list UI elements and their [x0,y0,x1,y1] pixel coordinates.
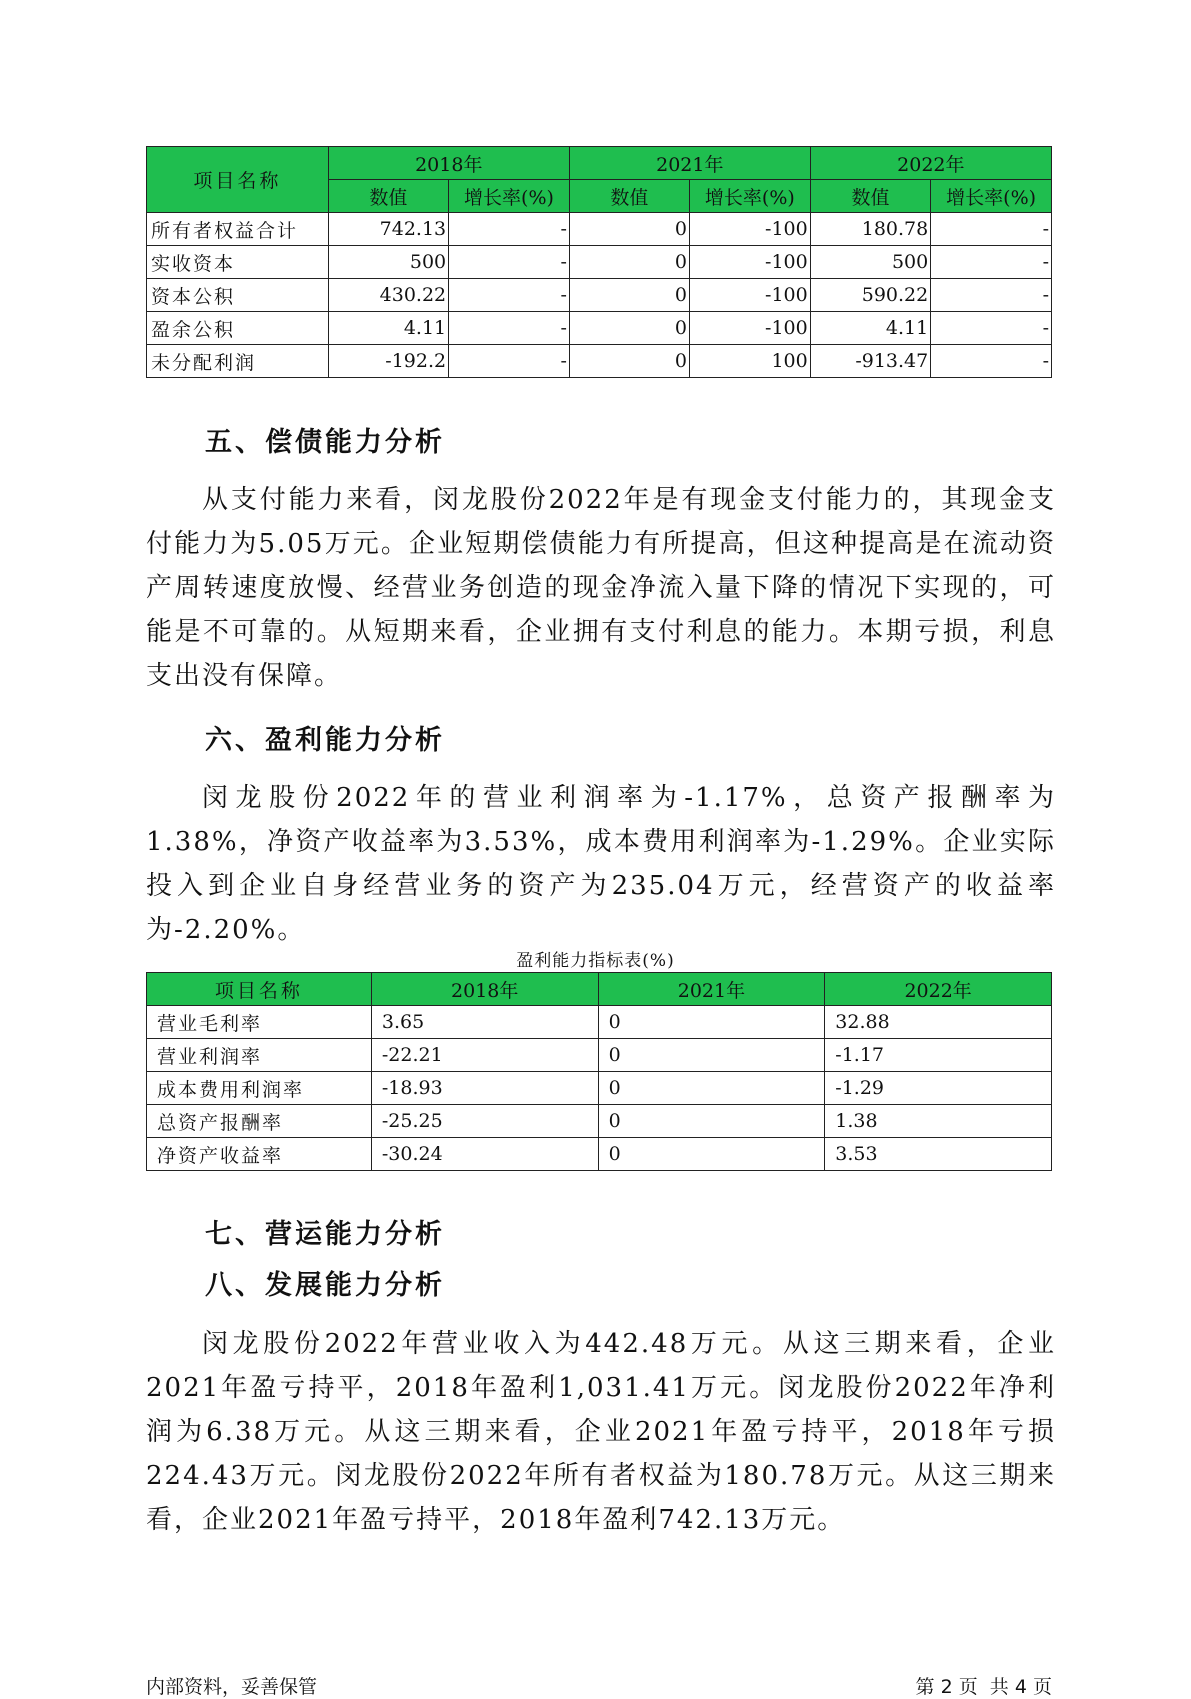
row-name: 净资产收益率 [147,1138,372,1171]
table-row [147,1138,1052,1171]
table-caption: 盈利能力指标表(%) [516,951,675,971]
page-prefix: 第 [915,1676,935,1698]
header-value: 数值 [569,180,689,213]
cell-growth: - [449,279,570,312]
paragraph-growth: 闵龙股份2022年营业收入为442.48万元。从这三期来看，企业2021年盈亏持平，2018年盈利1,031.41万元。闵龙股份2022年净利润为6.38万元。从这三期来看，企业2021年盈亏持平，2018年亏损224.43万元。闵龙股份2022年所有者权益为180.78万元。从这三期来看，企业2021年盈亏持平，2018年盈利742.13万元。 [146,1329,1056,1535]
cell-value: -1.29 [825,1072,1052,1105]
row-name: 所有者权益合计 [147,213,329,246]
cell-value: 0 [598,1138,825,1171]
cell-value: 0 [598,1039,825,1072]
cell-growth: -100 [689,213,810,246]
cell-value: -18.93 [371,1072,598,1105]
footer-page-number [916,1672,1053,1699]
profit-table [146,972,1052,1171]
cell-value: 500 [810,246,931,279]
cell-growth: - [931,213,1052,246]
cell-growth: - [931,312,1052,345]
paragraph-profitability: 闵龙股份2022年的营业利润率为-1.17%，总资产报酬率为1.38%，净资产收益率为3.53%，成本费用利润率为-1.29%。企业实际投入到企业自身经营业务的资产为235.04万元，经营资产的收益率为-2.20%。 [146,783,1056,945]
page-total: 4 [1014,1676,1027,1698]
cell-growth: - [449,345,570,378]
row-name: 盈余公积 [147,312,329,345]
header-value: 数值 [810,180,931,213]
cell-value: 4.11 [328,312,448,345]
page-current: 2 [940,1676,953,1698]
cell-value: -22.21 [371,1039,598,1072]
header-year-2021: 2021年 [598,973,825,1006]
cell-growth: - [931,246,1052,279]
cell-value: 0 [598,1006,825,1039]
cell-value: -192.2 [328,345,448,378]
table-row [147,1105,1052,1138]
cell-value: 500 [328,246,448,279]
cell-growth: - [449,213,570,246]
cell-value: 32.88 [825,1006,1052,1039]
cell-value: -25.25 [371,1105,598,1138]
cell-growth: 100 [689,345,810,378]
footer-confidential: 内部资料，妥善保管 [146,1676,318,1698]
equity-table [146,146,1052,378]
row-name: 资本公积 [147,279,329,312]
section-heading-profitability: 六、盈利能力分析 [205,725,445,756]
row-name: 营业毛利率 [147,1006,372,1039]
table-row [147,279,1052,312]
table-row [147,1072,1052,1105]
cell-growth: - [931,345,1052,378]
cell-growth: - [449,246,570,279]
section-heading-solvency: 五、偿债能力分析 [205,427,445,458]
header-item-name: 项目名称 [147,147,329,213]
cell-value: 0 [598,1105,825,1138]
table-row [147,246,1052,279]
cell-value: 0 [598,1072,825,1105]
cell-value: 0 [569,246,689,279]
cell-value: 3.65 [371,1006,598,1039]
cell-value: -913.47 [810,345,931,378]
row-name: 总资产报酬率 [147,1105,372,1138]
row-name: 实收资本 [147,246,329,279]
cell-value: 4.11 [810,312,931,345]
table-row [147,1006,1052,1039]
cell-value: 0 [569,345,689,378]
cell-value: -1.17 [825,1039,1052,1072]
row-name: 营业利润率 [147,1039,372,1072]
cell-value: 1.38 [825,1105,1052,1138]
cell-value: 590.22 [810,279,931,312]
section-heading-operating: 七、营运能力分析 [205,1219,445,1250]
table-row [147,345,1052,378]
cell-value: 0 [569,312,689,345]
cell-value: 430.22 [328,279,448,312]
section-heading-growth: 八、发展能力分析 [205,1270,445,1301]
cell-growth: - [449,312,570,345]
header-value: 数值 [328,180,448,213]
table-row [147,213,1052,246]
row-name: 成本费用利润率 [147,1072,372,1105]
header-year-2022: 2022年 [825,973,1052,1006]
header-year-2021: 2021年 [569,147,810,180]
header-growth: 增长率(%) [449,180,570,213]
header-item-name: 项目名称 [147,973,372,1006]
cell-growth: - [931,279,1052,312]
page-mid: 页 共 [958,1676,1009,1698]
cell-value: 0 [569,213,689,246]
table-row [147,1039,1052,1072]
cell-growth: -100 [689,312,810,345]
cell-growth: -100 [689,279,810,312]
page-suffix: 页 [1032,1676,1052,1698]
header-growth: 增长率(%) [931,180,1052,213]
cell-value: 180.78 [810,213,931,246]
header-year-2018: 2018年 [328,147,569,180]
table-row [147,312,1052,345]
cell-value: -30.24 [371,1138,598,1171]
header-growth: 增长率(%) [689,180,810,213]
cell-value: 742.13 [328,213,448,246]
cell-value: 0 [569,279,689,312]
header-year-2018: 2018年 [371,973,598,1006]
paragraph-solvency: 从支付能力来看，闵龙股份2022年是有现金支付能力的，其现金支付能力为5.05万元。企业短期偿债能力有所提高，但这种提高是在流动资产周转速度放慢、经营业务创造的现金净流入量下降的情况下实现的，可能是不可靠的。从短期来看，企业拥有支付利息的能力。本期亏损，利息支出没有保障。 [146,485,1056,691]
row-name: 未分配利润 [147,345,329,378]
header-year-2022: 2022年 [810,147,1051,180]
cell-value: 3.53 [825,1138,1052,1171]
cell-growth: -100 [689,246,810,279]
